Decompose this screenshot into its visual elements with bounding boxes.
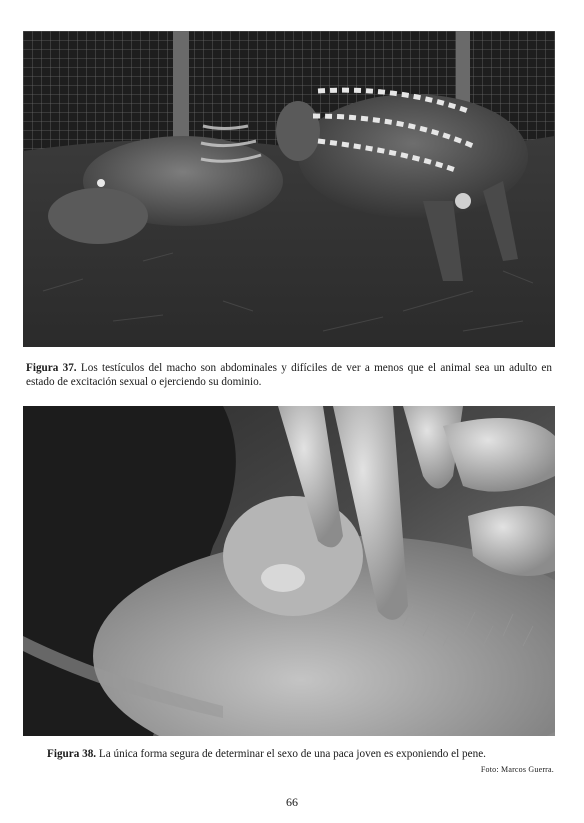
figure-38-caption — [47, 748, 554, 762]
page-number: 66 — [286, 795, 298, 809]
figure-38-text: La única forma segura de determinar el sexo de una paca joven es exponiendo el pene. — [98, 748, 486, 760]
figure-37-photo — [23, 31, 555, 347]
figure-38-label: Figura 38. — [47, 748, 97, 760]
figure-37-text: Los testículos del macho son abdominales y difíciles de ver a menos que el animal sea un adulto en estado de excitación sexual o ejerciendo su dominio. — [26, 362, 552, 388]
figure-37-image — [23, 31, 555, 347]
photo-credit: Foto: Marcos Guerra. — [480, 765, 554, 774]
figure-37-caption — [26, 362, 552, 389]
figure-38-image — [23, 406, 555, 736]
figure-38-photo — [23, 406, 555, 736]
figure-37-label: Figura 37. — [26, 362, 77, 374]
